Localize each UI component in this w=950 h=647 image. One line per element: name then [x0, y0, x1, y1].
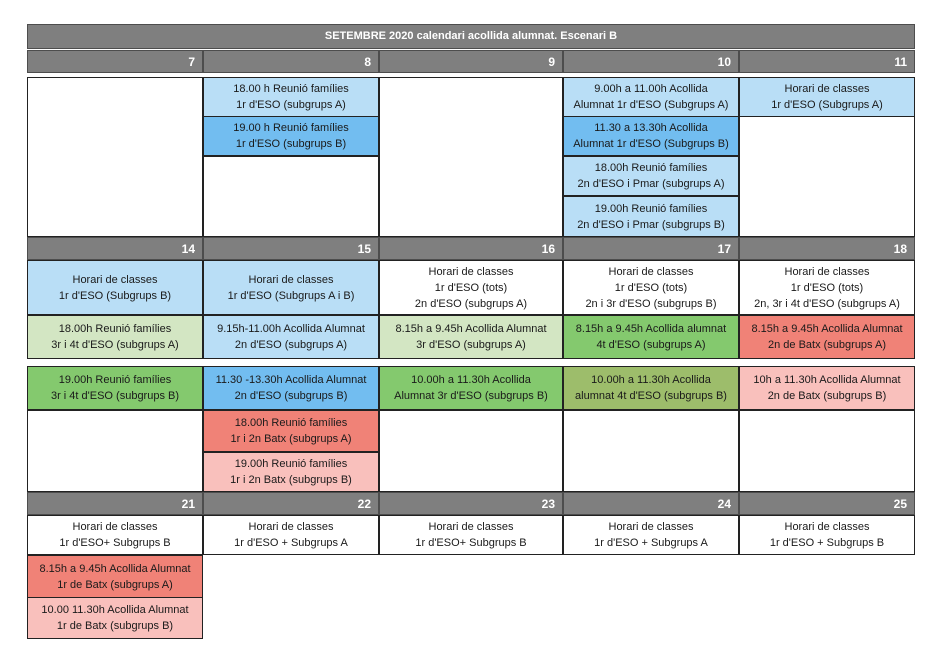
- calendar-event: 18.00 h Reunió famílies 1r d'ESO (subgrups A): [203, 77, 379, 117]
- calendar-event: Horari de classes 1r d'ESO (Subgrups A i B): [203, 260, 379, 315]
- day-header-7: 7: [27, 50, 203, 73]
- calendar-empty-cell: [563, 410, 739, 492]
- day-header-9: 9: [379, 50, 563, 73]
- day-header-8: 8: [203, 50, 379, 73]
- calendar-event: 10.00h a 11.30h Acollida Alumnat 3r d'ESO (subgrups B): [379, 366, 563, 410]
- calendar-empty-cell: [739, 116, 915, 237]
- calendar-empty-cell: [379, 77, 563, 237]
- calendar-event: Horari de classes 1r d'ESO + Subgrups A: [203, 515, 379, 555]
- day-header-10: 10: [563, 50, 739, 73]
- calendar-event: 19.00h Reunió famílies 3r i 4t d'ESO (subgrups B): [27, 366, 203, 410]
- calendar-empty-cell: [27, 77, 203, 237]
- calendar-event: Horari de classes 1r d'ESO + Subgrups B: [739, 515, 915, 555]
- calendar-title: SETEMBRE 2020 calendari acollida alumnat. Escenari B: [27, 24, 915, 49]
- calendar-event: 11.30 a 13.30h Acollida Alumnat 1r d'ESO (Subgrups B): [563, 116, 739, 156]
- day-header-11: 11: [739, 50, 915, 73]
- calendar-event: Horari de classes 1r d'ESO+ Subgrups B: [27, 515, 203, 555]
- calendar-event: 10.00 11.30h Acollida Alumnat 1r de Batx (subgrups B): [27, 597, 203, 639]
- calendar-empty-cell: [739, 410, 915, 492]
- calendar-event: 18.00h Reunió famílies 2n d'ESO i Pmar (subgrups A): [563, 156, 739, 196]
- day-header-17: 17: [563, 237, 739, 260]
- calendar-event: 10h a 11.30h Acollida Alumnat 2n de Batx (subgrups B): [739, 366, 915, 410]
- calendar-event: 8.15h a 9.45h Acollida alumnat 4t d'ESO (subgrups A): [563, 315, 739, 359]
- calendar-event: Horari de classes 1r d'ESO (tots) 2n i 3r d'ESO (subgrups B): [563, 260, 739, 315]
- calendar-event: 11.30 -13.30h Acollida Alumnat 2n d'ESO (subgrups B): [203, 366, 379, 410]
- calendar-event: 18.00h Reunió famílies 1r i 2n Batx (subgrups A): [203, 410, 379, 452]
- calendar-event: 19.00 h Reunió famílies 1r d'ESO (subgrups B): [203, 116, 379, 156]
- day-header-23: 23: [379, 492, 563, 515]
- calendar-empty-cell: [27, 410, 203, 492]
- calendar-event: 8.15h a 9.45h Acollida Alumnat 2n de Batx (subgrups A): [739, 315, 915, 359]
- calendar-empty-cell: [203, 156, 379, 237]
- calendar-event: Horari de classes 1r d'ESO (Subgrups A): [739, 77, 915, 117]
- day-header-16: 16: [379, 237, 563, 260]
- calendar-event: 10.00h a 11.30h Acollida alumnat 4t d'ESO (subgrups B): [563, 366, 739, 410]
- calendar-event: 19.00h Reunió famílies 1r i 2n Batx (subgrups B): [203, 452, 379, 492]
- calendar-event: 9.00h a 11.00h Acollida Alumnat 1r d'ESO (Subgrups A): [563, 77, 739, 117]
- calendar-event: 8.15h a 9.45h Acollida Alumnat 1r de Batx (subgrups A): [27, 555, 203, 599]
- calendar-empty-cell: [379, 410, 563, 492]
- calendar-event: 9.15h-11.00h Acollida Alumnat 2n d'ESO (subgrups A): [203, 315, 379, 359]
- day-header-25: 25: [739, 492, 915, 515]
- day-header-18: 18: [739, 237, 915, 260]
- day-header-24: 24: [563, 492, 739, 515]
- calendar-event: 18.00h Reunió famílies 3r i 4t d'ESO (subgrups A): [27, 315, 203, 359]
- calendar-event: Horari de classes 1r d'ESO + Subgrups A: [563, 515, 739, 555]
- calendar-event: 8.15h a 9.45h Acollida Alumnat 3r d'ESO (subgrups A): [379, 315, 563, 359]
- day-header-21: 21: [27, 492, 203, 515]
- calendar-event: Horari de classes 1r d'ESO (Subgrups B): [27, 260, 203, 315]
- calendar-event: 19.00h Reunió famílies 2n d'ESO i Pmar (subgrups B): [563, 196, 739, 237]
- day-header-14: 14: [27, 237, 203, 260]
- calendar-event: Horari de classes 1r d'ESO (tots) 2n d'ESO (subgrups A): [379, 260, 563, 315]
- calendar-event: Horari de classes 1r d'ESO+ Subgrups B: [379, 515, 563, 555]
- calendar-event: Horari de classes 1r d'ESO (tots) 2n, 3r i 4t d'ESO (subgrups A): [739, 260, 915, 315]
- day-header-22: 22: [203, 492, 379, 515]
- day-header-15: 15: [203, 237, 379, 260]
